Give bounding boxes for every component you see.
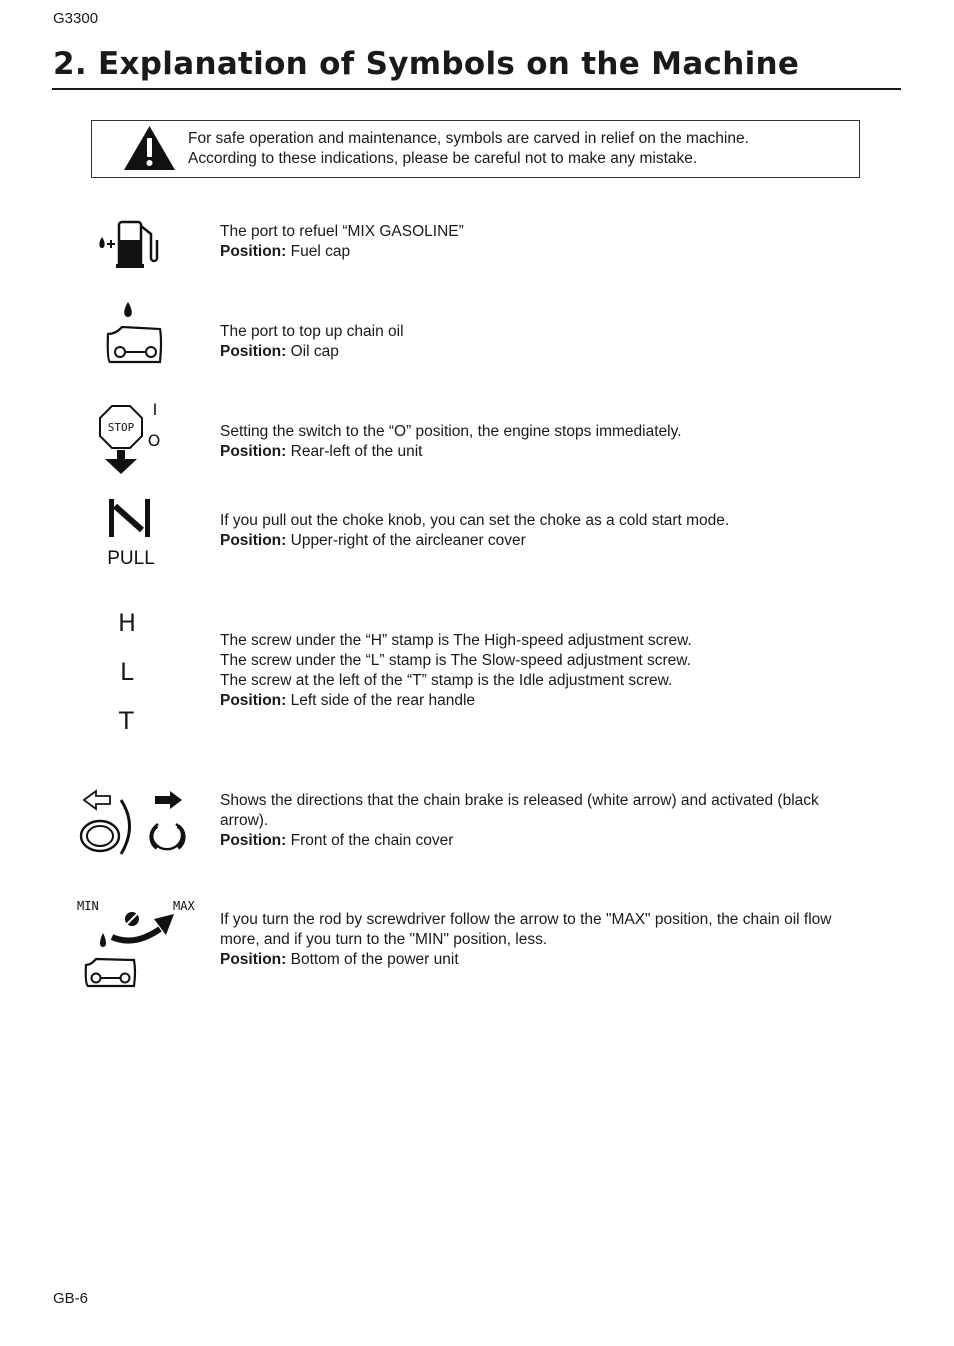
symbol-description [220,791,870,851]
symbol-position [220,342,870,362]
symbol-text: arrow). [220,812,269,829]
symbol-text: If you pull out the choke knob, you can set the choke as a cold start mode. [220,512,730,529]
symbol-text: The screw under the “L” stamp is The Slow-speed adjustment screw. [220,652,691,669]
chain-oil-icon [104,300,166,368]
symbol-position [220,691,870,711]
choke-icon [100,494,162,570]
warning-line: For safe operation and maintenance, symbols are carved in relief on the machine. [188,130,749,147]
off-label: O [147,431,161,450]
position-value: Bottom of the power unit [290,951,459,968]
symbol-text: The screw under the “H” stamp is The High-speed adjustment screw. [220,632,692,649]
position-label: Position: [220,532,287,549]
symbol-position [220,442,870,462]
symbol-description [220,422,870,462]
symbol-text: Shows the directions that the chain brake is released (white arrow) and activated (black [220,792,819,809]
page-title: 2. Explanation of Symbols on the Machine [53,46,800,82]
position-value: Oil cap [290,343,339,360]
symbol-description [220,910,870,970]
position-label: Position: [220,951,287,968]
max-label: MAX [173,899,195,913]
low-speed-label: L [120,658,134,686]
position-label: Position: [220,443,287,460]
symbol-text: The screw at the left of the “T” stamp is the Idle adjustment screw. [220,672,673,689]
on-label: I [152,400,158,419]
symbol-position [220,531,870,551]
symbol-position [220,950,870,970]
symbol-position [220,831,870,851]
min-label: MIN [77,899,99,913]
page-number: GB-6 [53,1290,89,1307]
warning-triangle-icon [122,124,177,172]
warning-line: According to these indications, please be careful not to make any mistake. [188,150,698,167]
stop-switch-icon [98,398,168,476]
symbol-text: The port to top up chain oil [220,323,404,340]
position-value: Front of the chain cover [290,832,454,849]
idle-label: T [119,707,134,735]
position-label: Position: [220,832,287,849]
chain-brake-icon [74,788,186,858]
position-value: Left side of the rear handle [290,692,476,709]
model-number: G3300 [53,10,99,27]
symbol-description [220,222,870,262]
symbol-text: The port to refuel “MIX GASOLINE” [220,223,464,240]
symbol-description [220,631,870,711]
oil-flow-adjust-icon [74,893,202,991]
title-divider [52,88,901,90]
position-value: Fuel cap [290,243,351,260]
stop-label: STOP [107,421,135,434]
position-value: Rear-left of the unit [290,443,423,460]
symbol-text: If you turn the rod by screwdriver follow the arrow to the "MAX" position, the chain oil flow [220,911,832,928]
warning-box [91,120,860,178]
symbol-text: more, and if you turn to the "MIN" position, less. [220,931,548,948]
position-label: Position: [220,243,287,260]
position-label: Position: [220,343,287,360]
symbol-text: Setting the switch to the “O” position, the engine stops immediately. [220,423,682,440]
symbol-position [220,242,870,262]
symbol-description [220,511,870,551]
fuel-pump-icon [96,220,162,270]
position-label: Position: [220,692,287,709]
warning-text [188,129,749,169]
position-value: Upper-right of the aircleaner cover [290,532,526,549]
high-speed-label: H [118,609,137,637]
symbol-description [220,322,870,362]
pull-label: PULL [107,548,155,569]
